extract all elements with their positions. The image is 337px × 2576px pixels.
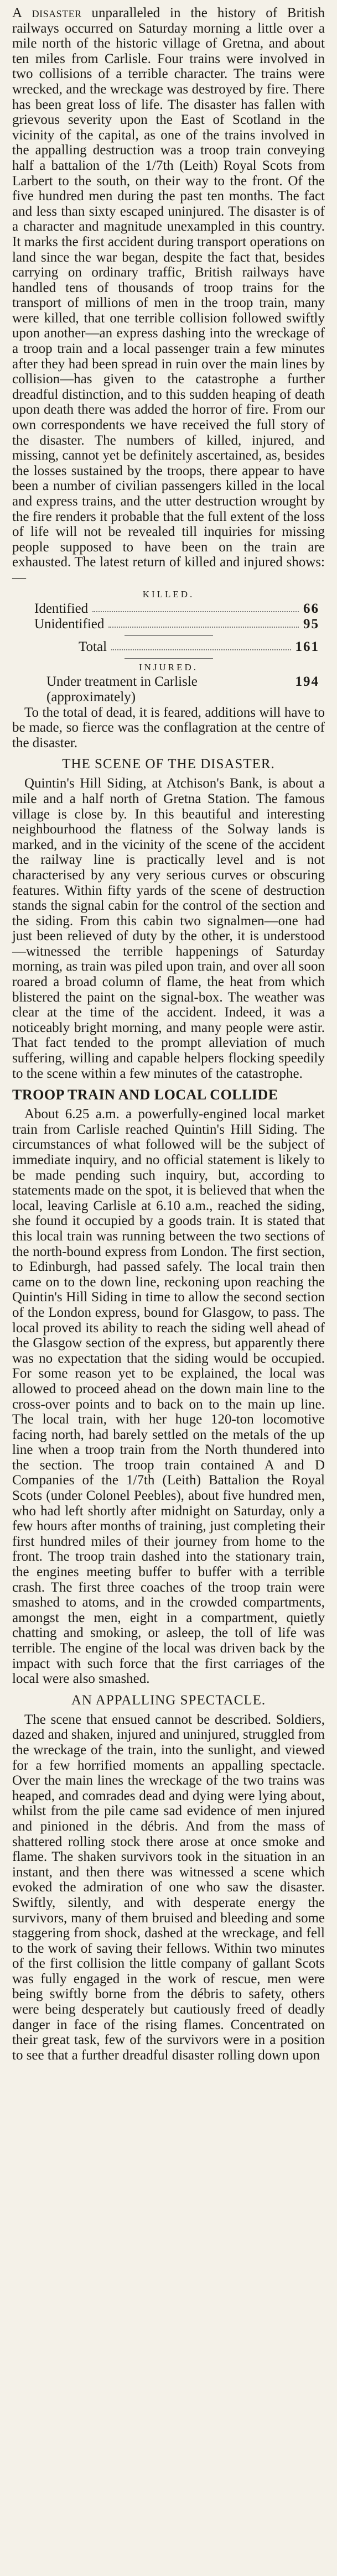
- scene-paragraph: Quintin's Hill Siding, at Atchison's Bank, is about a mile and a half north of Gretna Station. The famous village is close by. In this beautiful and interesting neighbourhood the flatness of the Solway lands is marked, and in the vicinity of the scene of the accident the railway line is practically level and is not characterised by any very serious curves or obscuring features. Within fifty yards of the scene of destruction stands the signal cabin for the control of the section and the siding. From this cabin two signalmen—one had just been relieved of duty by the other, it is understood—witnessed the terrible happenings of Saturday morning, as train was piled upon train, and over all soon roared a broad column of flame, the heat from which blistered the paint on the signal-box. The weather was clear at the time of the accident. Indeed, it was a noticeably bright morning, and many people were astir. That fact tended to the prompt alleviation of much suffering, willing and capable helpers flocking speedily to the scene within a few minutes of the catastrophe.: [12, 776, 325, 1081]
- leader-dots: [111, 639, 291, 650]
- total-label: Total: [79, 639, 107, 654]
- unidentified-row: [12, 617, 325, 632]
- identified-label: Identified: [34, 601, 89, 616]
- unidentified-label: Unidentified: [34, 616, 105, 632]
- injured-value: 194: [295, 674, 319, 689]
- injured-label: Under treatment in Carlisle (approximately): [46, 674, 198, 705]
- unidentified-value: 95: [303, 616, 319, 632]
- casualty-table: [12, 589, 325, 705]
- identified-row: [12, 601, 325, 617]
- injured-heading: INJURED.: [138, 661, 199, 672]
- spectacle-paragraph: The scene that ensued cannot be described. Soldiers, dazed and shaken, injured and uninjured, struggled from the wreckage of the train, into the sunlight, and viewed for a few horrified moments an appalling spectacle. Over the main lines the wreckage of the two trains was heaped, and comrades dead and dying were lying about, whilst from the pile came sad evidence of men injured and pinioned in the débris. And from the mass of shattered rolling stock there arose at once smoke and flame. The shaken survivors took in the situation in an instant, and then there was witnessed a scene which evoked the admiration of one who saw the disaster. Swiftly, silently, and with desperate energy the survivors, many of them bruised and bleeding and some staggering from shock, dashed at the wreckage, and fell to the work of saving their fellows. Within two minutes of the first collision the little company of gallant Scots was fully engaged in the work of rescue, men were being swiftly borne from the débris to safety, others were being desperately but cautiously freed of deadly danger in face of the rising flames. Concentrated on their great task, few of the survivors were in a position to see that a further dreadful disaster rolling down upon: [12, 1712, 325, 2063]
- collide-paragraph: About 6.25 a.m. a powerfully-engined local market train from Carlisle reached Quintin's Hill Siding. The circumstances of what followed will be the subject of immediate inquiry, and no official statement is likely to be made pending such inquiry, but, according to statements made on the spot, it is believed that when the local, leaving Carlisle at 6.10 a.m., reached the siding, she found it occupied by a goods train. It is stated that this local train was running between the two sections of the north-bound express from London. The first section, to Edinburgh, had passed safely. The local train then came on to the down line, reckoning upon reaching the Quintin's Hill Siding in time to allow the second section of the London express, bound for Glasgow, to pass. The local proved its ability to reach the siding well ahead of the Glasgow section of the express, but apparently there was no expectation that the siding would be occupied. For some reason yet to be explained, the local was allowed to proceed ahead on the down main line to the cross-over points and to back on to the main up line. The local train, with her huge 120-ton locomotive facing north, had barely settled on the metals of the up line when a troop train from the North thundered into the section. The troop train contained A and D Companies of the 1/7th (Leith) Battalion the Royal Scots (under Colonel Peebles), about five hundred men, who had left shortly after midnight on Saturday, only a few hours after months of training, just completing their first hundred miles of their journey from home to the front. The troop train dashed into the stationary train, the engines meeting buffer to buffer with a terrible crash. The first three coaches of the troop train were smashed to atoms, and in the crowded compartments, amongst the men, eight in a compartment, quietly chatting and smoking, or asleep, the toll of life was terrible. The engine of the local was driven back by the impact with such force that the first carriages of the local were also smashed.: [12, 1107, 325, 1687]
- injured-row: [12, 674, 325, 705]
- spectacle-heading: AN APPALLING SPECTACLE.: [71, 1692, 266, 1708]
- leader-dots: [108, 617, 299, 628]
- identified-value: 66: [303, 601, 319, 616]
- intro-dropword: A disaster: [12, 6, 82, 20]
- collide-heading: TROOP TRAIN AND LOCAL COLLIDE: [12, 1087, 278, 1103]
- total-value: 161: [295, 639, 319, 654]
- killed-heading: KILLED.: [142, 588, 195, 599]
- leader-dots: [92, 601, 299, 612]
- after-table-paragraph: To the total of dead, it is feared, additions will have to be made, so fierce was the conflagration at the centre of the disaster.: [12, 705, 325, 750]
- table-rule: [125, 635, 213, 636]
- scene-heading: THE SCENE OF THE DISASTER.: [62, 757, 275, 772]
- intro-paragraph: [12, 6, 325, 586]
- table-rule: [125, 658, 213, 659]
- total-row: [12, 639, 325, 655]
- intro-text: unparalleled in the history of British railways occurred on Saturday morning a little over a mile north of the historic village of Gretna, and about ten miles from Carlisle. Four trains were involved in two collisions of a terrible character. The trains were wrecked, and the wreckage was destroyed by fire. There has been great loss of life. The disaster has fallen with grievous severity upon the East of Scotland in the vicinity of the capital, as one of the trains involved in the appalling destruction was a troop train conveying half a battalion of the 1/7th (Leith) Royal Scots from Larbert to the south, on their way to the front. Of the five hundred men during the past ten months. The fact and less than sixty escaped uninjured. The disaster is of a character and magnitude unexampled in this country. It marks the first accident during transport operations on land since the war began, despite the fact that, besides carrying on ordinary traffic, British railways have handled tens of thousands of troop trains for the transport of millions of men in the troop train, many were killed, that one terrible collision followed swiftly upon another—an express dashing into the wreckage of a troop train and a local passenger train a few minutes after they had been spread in ruin over the main lines by collision—has given to the catastrophe a further dreadful distinction, and to this sudden heaping of death upon death there was added the horror of fire. From our own correspondents we have received the full story of the disaster. The numbers of killed, injured, and missing, cannot yet be definitely ascertained, as, besides the losses sustained by the troops, there appear to have been a number of civilian passengers killed in the local and express trains, and the utter destruction wrought by the fire renders it probable that the full extent of the loss of life will not be revealed till inquiries for missing people supposed to have been on the train are exhausted. The latest return of killed and injured shows:—: [12, 6, 325, 585]
